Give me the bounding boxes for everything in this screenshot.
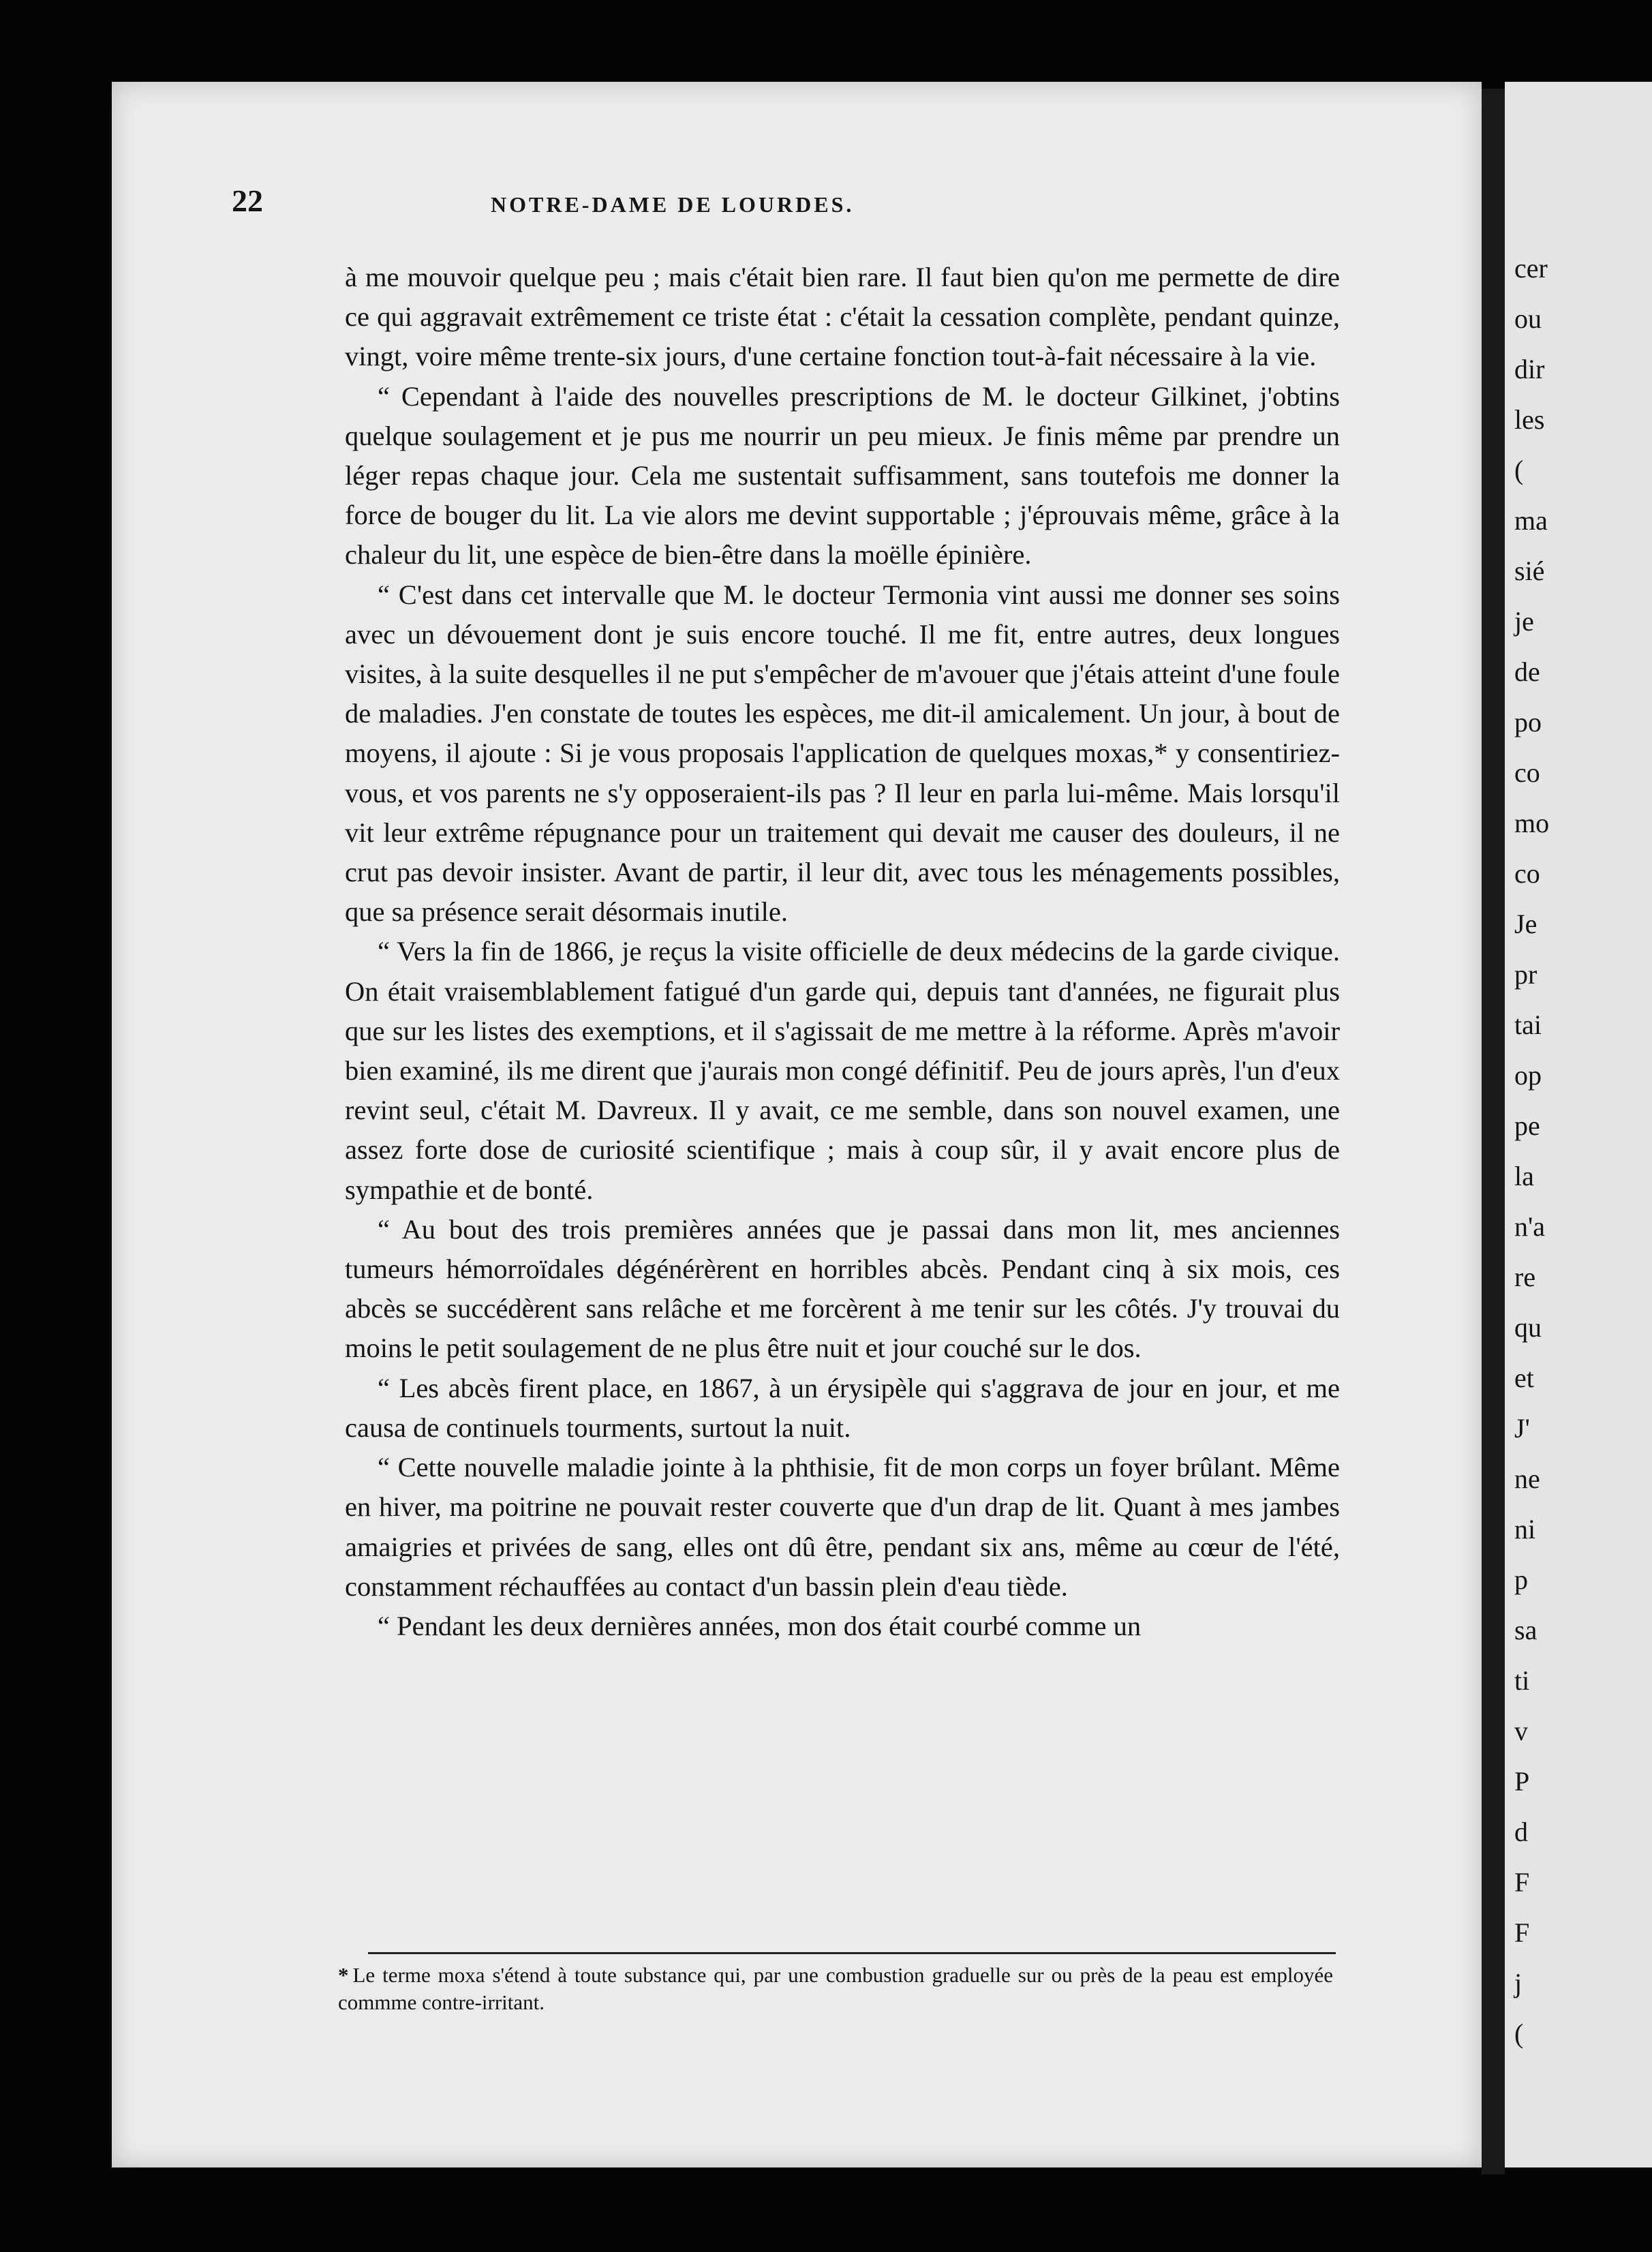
facing-page-fragment: ni <box>1514 1514 1536 1545</box>
facing-page-fragment: re <box>1514 1262 1536 1292</box>
paragraph: “ C'est dans cet intervalle que M. le docteur Termonia vint aussi me donner ses soins avec un dévouement dont je suis encore touché. Il me fit, entre autres, deux longues visites, à la suite desquelles il ne put s'empêcher de m'avouer que j'étais atteint d'une foule de maladies. J'en constate de toutes les espèces, me dit-il amicalement. Un jour, à bout de moyens, il ajoute : Si je vous proposais l'application de quelques moxas,* y consentiriez-vous, et vos parents ne s'y opposeraient-ils pas ? Il leur en parla lui-même. Mais lorsqu'il vit leur extrême répugnance pour un traitement qui devait me causer des douleurs, il ne crut pas devoir insister. Avant de partir, il leur dit, avec tous les ménagements possibles, que sa présence serait désormais inutile. <box>345 579 1340 928</box>
paragraph: “ Pendant les deux dernières années, mon dos était courbé comme un <box>378 1610 1142 1641</box>
paragraph: à me mouvoir quelque peu ; mais c'était bien rare. Il faut bien qu'on me permette de dire ce qui aggravait extrêmement ce triste état : c'était la cessation complète, pendant quinze, vingt, voire même trente-six jours, d'une certaine fonction tout-à-fait nécessaire à la vie. <box>345 262 1340 372</box>
facing-page-fragment: les <box>1514 404 1545 435</box>
footnote-text: Le terme moxa s'étend à toute substance qui, par une combustion graduelle sur ou près de la peau est employée commme contre-irritant. <box>338 1963 1333 2014</box>
facing-page-fragment: P <box>1514 1766 1530 1797</box>
facing-page-fragment: tai <box>1514 1009 1542 1040</box>
footnote-rule <box>368 1952 1336 1954</box>
footnote-marker: * <box>338 1963 349 1987</box>
page-gutter <box>1482 89 1505 2174</box>
page-number: 22 <box>232 183 263 218</box>
facing-page-fragment: n'a <box>1514 1211 1545 1242</box>
facing-page-fragment: j <box>1514 1968 1523 1998</box>
facing-page-fragment: dir <box>1514 354 1545 384</box>
paragraph: “ Cependant à l'aide des nouvelles prescriptions de M. le docteur Gilkinet, j'obtins quelque soulagement et je pus me nourrir un peu mieux. Je finis même par prendre un léger repas chaque jour. Cela me sustentait suffisamment, sans toutefois me donner la force de bouger du lit. La vie alors me devint supportable ; j'éprouvais même, grâce à la chaleur du lit, une espèce de bien-être dans la moëlle épinière. <box>345 380 1340 570</box>
facing-page-fragment: d <box>1514 1816 1528 1847</box>
facing-page-fragment: sié <box>1514 556 1545 586</box>
facing-page-fragment: cer <box>1514 253 1548 284</box>
facing-page-fragment: et <box>1514 1363 1534 1393</box>
facing-page-fragment: op <box>1514 1060 1542 1091</box>
facing-page-fragment: je <box>1514 606 1534 637</box>
facing-page-fragment: v <box>1514 1716 1528 1746</box>
facing-page-fragment: ou <box>1514 303 1542 334</box>
paragraph: “ Au bout des trois premières années que je passai dans mon lit, mes anciennes tumeurs hémorroïdales dégénérèrent en horribles abcès. Pendant cinq à six mois, ces abcès se succédèrent sans relâche et me forcèrent à me tenir sur les côtés. J'y trouvai du moins le petit soulagement de ne plus être nuit et jour couché sur le dos. <box>345 1213 1340 1364</box>
running-head: NOTRE-DAME DE LOURDES. <box>491 192 855 217</box>
paragraph: “ Les abcès firent place, en 1867, à un érysipèle qui s'aggrava de jour en jour, et me causa de continuels tourments, surtout la nuit. <box>345 1372 1340 1443</box>
facing-page-fragment: de <box>1514 656 1540 687</box>
paragraph: “ Cette nouvelle maladie jointe à la phthisie, fit de mon corps un foyer brûlant. Même en hiver, ma poitrine ne pouvait rester couverte que d'un drap de lit. Quant à mes jambes amaigries et privées de sang, elles ont dû être, pendant six ans, même au cœur de l'été, constamment réchauffées au contact d'un bassin plein d'eau tiède. <box>345 1452 1340 1602</box>
facing-page-fragment: J' <box>1514 1413 1530 1444</box>
facing-page-fragment: ma <box>1514 505 1548 536</box>
facing-page-fragment: co <box>1514 858 1540 889</box>
footnote <box>338 1962 1333 2016</box>
facing-page-fragment: pe <box>1514 1110 1540 1141</box>
facing-page-edge <box>1505 82 1652 2167</box>
facing-page-fragment: F <box>1514 1867 1530 1898</box>
facing-page-fragment: co <box>1514 757 1540 788</box>
facing-page-fragment: ti <box>1514 1665 1530 1696</box>
page-header <box>232 183 1377 237</box>
facing-page-fragment: p <box>1514 1564 1528 1595</box>
facing-page-fragment: sa <box>1514 1615 1538 1645</box>
facing-page-fragment: ne <box>1514 1463 1540 1494</box>
facing-page-fragment: mo <box>1514 808 1550 838</box>
paragraph: “ Vers la fin de 1866, je reçus la visite officielle de deux médecins de la garde civique. On était vraisemblablement fatigué d'un garde qui, depuis tant d'années, ne figurait plus que sur les listes des exemptions, et il s'agissait de me mettre à la réforme. Après m'avoir bien examiné, ils me dirent que j'aurais mon congé définitif. Peu de jours après, l'un d'eux revint seul, c'était M. Davreux. Il y avait, ce me semble, dans son nouvel examen, une assez forte dose de curiosité scientifique ; mais à coup sûr, il y avait encore plus de sympathie et de bonté. <box>345 936 1340 1205</box>
facing-page-fragment: qu <box>1514 1312 1542 1343</box>
facing-page-fragment: pr <box>1514 959 1538 990</box>
facing-page-fragment: ( <box>1514 455 1524 485</box>
facing-page-fragment: Je <box>1514 909 1538 939</box>
body-text <box>345 258 1340 1646</box>
facing-page-fragment: ( <box>1514 2018 1524 2049</box>
facing-page-fragment: po <box>1514 707 1542 737</box>
facing-page-fragment: la <box>1514 1161 1534 1191</box>
facing-page-fragment: F <box>1514 1917 1530 1948</box>
